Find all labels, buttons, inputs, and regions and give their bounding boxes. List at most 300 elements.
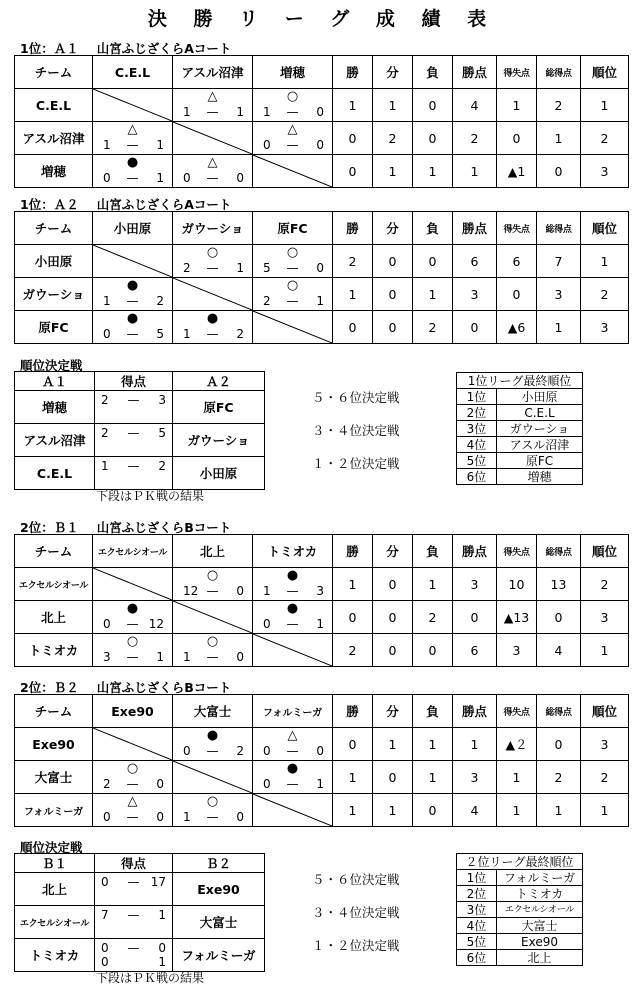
score-dash: — [127,459,140,473]
score-dash: — [127,426,140,440]
final-rank: 5位 [457,934,497,950]
stat-points: 3 [453,761,497,794]
score-dash: — [286,294,299,308]
score-right: 1 [158,908,166,922]
team-name: 小田原 [15,245,93,278]
final-row [457,421,583,437]
stat-rank: 2 [581,568,629,601]
final-row [457,405,583,421]
match-result-cell [253,601,333,634]
header-goal-diff: 得失点 [497,212,537,245]
result-symbol: ● [206,311,219,326]
final-row [457,870,583,886]
score-own: 1 [183,810,191,824]
team-name: Exe90 [15,728,93,761]
header-opponent: C.E.L [93,56,173,89]
playoff-team-right: フォルミーガ [173,939,265,972]
stat-wins: 2 [333,245,373,278]
self-match-cell [173,278,253,311]
stat-wins: 0 [333,155,373,188]
stat-goal-diff: 1 [497,89,537,122]
score-opponent: 0 [236,810,244,824]
final-row [457,950,583,966]
stat-goal-diff: ▲２ [497,728,537,761]
playoff-team-left: 増穂 [15,391,95,424]
header-losses: 負 [413,56,453,89]
self-match-cell [173,761,253,794]
self-match-cell [253,634,333,667]
score-dash: — [286,617,299,631]
playoff-score-cell [95,873,173,906]
stat-wins: 1 [333,89,373,122]
final-rank: 6位 [457,950,497,966]
match-result-cell [253,568,333,601]
stat-wins: 0 [333,311,373,344]
self-match-cell [173,122,253,155]
stat-draws: 1 [373,89,413,122]
score-dash: — [127,393,140,407]
header-row [15,535,629,568]
result-symbol: ○ [126,634,139,649]
score-left: 2 [101,393,109,407]
score-opponent: 0 [156,777,164,791]
match-result-cell [253,761,333,794]
header-row [15,695,629,728]
self-match-cell [93,568,173,601]
final-rank: 1位 [457,870,497,886]
stat-points: 1 [453,155,497,188]
final-rank: 4位 [457,918,497,934]
score-right: 2 [158,459,166,473]
score-own: 1 [103,138,111,152]
final-standings-2 [456,853,583,966]
match-result-cell [253,278,333,311]
league-label: 2位：Ｂ２ [20,680,79,695]
self-match-cell [93,245,173,278]
stat-losses: 0 [413,89,453,122]
playoff-head-score: 得点 [95,372,173,391]
score-dash: — [206,650,219,664]
stat-goals: 2 [537,761,581,794]
stat-goals: 0 [537,601,581,634]
team-row [15,568,629,601]
playoff-team-right: 原FC [173,391,265,424]
match-result-cell [93,634,173,667]
header-wins: 勝 [333,535,373,568]
team-name: エクセルシオール [15,568,93,601]
stat-wins: 2 [333,634,373,667]
playoff-score-cell [95,906,173,939]
stat-goal-diff: 1 [497,794,537,827]
header-opponent: Exe90 [93,695,173,728]
stat-goals: 4 [537,634,581,667]
stat-wins: 1 [333,278,373,311]
stat-draws: 0 [373,245,413,278]
team-name: C.E.L [15,89,93,122]
stat-goal-diff: 0 [497,278,537,311]
score-own: 0 [103,617,111,631]
header-goal-diff: 得失点 [497,56,537,89]
match-result-cell [253,728,333,761]
score-own: 0 [263,744,271,758]
result-symbol: ○ [206,634,219,649]
header-opponent: 原FC [253,212,333,245]
stat-goals: 3 [537,278,581,311]
playoff-head-right: Ａ２ [173,372,265,391]
header-draws: 分 [373,56,413,89]
final-row [457,437,583,453]
score-opponent: 1 [236,261,244,275]
playoff-row [15,906,265,939]
score-opponent: 0 [236,584,244,598]
stat-points: 0 [453,311,497,344]
score-own: 1 [183,650,191,664]
diagonal-line [173,122,252,154]
header-points: 勝点 [453,212,497,245]
final-team: エクセルシオール [497,902,583,918]
stat-goals: 0 [537,728,581,761]
stat-goal-diff: 0 [497,122,537,155]
score-own: 1 [263,105,271,119]
score-dash: — [206,810,219,824]
team-row [15,311,629,344]
playoff-row [15,873,265,906]
result-symbol: ● [286,601,299,616]
stat-draws: 2 [373,122,413,155]
score-own: 1 [103,294,111,308]
match-label-5-6: ５・６位決定戦 [312,872,400,887]
pk-score-left: 0 [101,955,109,969]
stat-rank: 1 [581,794,629,827]
stat-losses: 0 [413,794,453,827]
header-opponent: トミオカ [253,535,333,568]
league-label: 1位：Ａ２ [20,197,79,212]
diagonal-line [173,601,252,633]
score-own: 12 [183,584,199,598]
match-label-1-2: １・２位決定戦 [312,938,400,953]
stat-draws: 1 [373,794,413,827]
score-left: 2 [101,426,109,440]
header-row [15,56,629,89]
result-symbol: ● [126,155,139,170]
score-dash: — [206,744,219,758]
team-name: 原FC [15,311,93,344]
result-symbol: ○ [286,278,299,293]
stat-wins: 0 [333,122,373,155]
league-court: 山宮ふじざくらBコート [96,680,232,695]
stat-losses: 1 [413,155,453,188]
result-symbol: △ [127,794,138,809]
final-team: ガウーショ [497,421,583,437]
header-goals: 総得点 [537,56,581,89]
stat-wins: 0 [333,728,373,761]
playoff-team-left: トミオカ [15,939,95,972]
stat-draws: 0 [373,568,413,601]
stat-losses: 1 [413,761,453,794]
header-opponent: 北上 [173,535,253,568]
header-wins: 勝 [333,695,373,728]
stat-points: 4 [453,89,497,122]
result-symbol: △ [207,155,218,170]
final-row [457,469,583,485]
result-symbol: △ [127,122,138,137]
header-team: チーム [15,56,93,89]
score-dash: — [206,105,219,119]
diagonal-line [93,245,172,277]
score-opponent: 1 [236,105,244,119]
playoff-score-cell [95,391,173,424]
score-own: 0 [263,617,271,631]
result-symbol: ● [126,601,139,616]
self-match-cell [93,728,173,761]
league-table-a2 [14,211,629,344]
playoff-team-right: Exe90 [173,873,265,906]
result-symbol: △ [287,122,298,137]
header-row [15,212,629,245]
final-team: 小田原 [497,389,583,405]
match-label-1-2: １・２位決定戦 [312,456,400,471]
stat-draws: 0 [373,634,413,667]
match-result-cell [173,728,253,761]
final-row [457,389,583,405]
league-court: 山宮ふじざくらAコート [96,41,232,56]
stat-points: 2 [453,122,497,155]
stat-wins: 1 [333,761,373,794]
score-own: 0 [183,171,191,185]
league-table-a1 [14,55,629,188]
league-court: 山宮ふじざくらAコート [96,197,232,212]
header-rank: 順位 [581,56,629,89]
header-rank: 順位 [581,212,629,245]
result-symbol: ● [126,278,139,293]
result-symbol: ○ [206,568,219,583]
score-opponent: 1 [316,777,324,791]
stat-points: 3 [453,278,497,311]
result-symbol: ○ [206,245,219,260]
final-row [457,934,583,950]
playoff-header-row [15,854,265,873]
final-team: Exe90 [497,934,583,950]
score-dash: — [126,650,139,664]
stat-wins: 0 [333,601,373,634]
match-result-cell [93,155,173,188]
league-table-b1 [14,534,629,667]
playoff-team-left: 北上 [15,873,95,906]
playoff-head-right: Ｂ２ [173,854,265,873]
score-dash: — [126,294,139,308]
score-dash: — [286,261,299,275]
match-result-cell [93,601,173,634]
score-right: 17 [150,875,166,889]
stat-goal-diff: 1 [497,761,537,794]
score-opponent: 2 [156,294,164,308]
score-dash: — [286,744,299,758]
result-symbol: ○ [286,245,299,260]
score-dash: — [126,171,139,185]
playoff-row [15,391,265,424]
final-header-row [457,373,583,389]
score-own: 1 [183,105,191,119]
stat-rank: 2 [581,122,629,155]
score-opponent: 0 [316,105,324,119]
match-result-cell [253,122,333,155]
score-opponent: 0 [316,744,324,758]
score-own: 3 [103,650,111,664]
score-dash: — [206,327,219,341]
league-label: 2位：Ｂ１ [20,520,79,535]
header-points: 勝点 [453,56,497,89]
final-team: アスル沼津 [497,437,583,453]
score-own: 0 [263,777,271,791]
header-team: チーム [15,212,93,245]
match-result-cell [93,794,173,827]
playoff-score-cell [95,457,173,490]
match-label-3-4: ３・４位決定戦 [312,423,400,438]
score-left: 1 [101,459,109,473]
score-opponent: 5 [156,327,164,341]
stat-rank: 3 [581,728,629,761]
stat-goals: 1 [537,794,581,827]
score-opponent: 3 [316,584,324,598]
final-rank: 3位 [457,421,497,437]
score-opponent: 12 [148,617,164,631]
score-left: 0 [101,941,109,955]
header-points: 勝点 [453,535,497,568]
result-symbol: ● [206,728,219,743]
league-label: 1位：Ａ１ [20,41,79,56]
score-own: 0 [263,138,271,152]
playoff-row [15,457,265,490]
score-opponent: 0 [316,138,324,152]
final-header-row [457,854,583,870]
score-own: 2 [103,777,111,791]
header-goals: 総得点 [537,535,581,568]
score-left: 7 [101,908,109,922]
match-result-cell [253,89,333,122]
stat-points: 6 [453,634,497,667]
result-symbol: △ [207,89,218,104]
final-rank: 4位 [457,437,497,453]
final-rank: 1位 [457,389,497,405]
score-own: 0 [103,327,111,341]
score-dash: — [126,810,139,824]
stat-losses: 0 [413,122,453,155]
playoff-team-right: 大富士 [173,906,265,939]
score-dash: — [127,908,140,922]
diagonal-line [253,155,332,187]
result-symbol: △ [287,728,298,743]
self-match-cell [93,89,173,122]
score-own: 2 [263,294,271,308]
stat-losses: 1 [413,728,453,761]
stat-goals: 2 [537,89,581,122]
score-opponent: 1 [156,650,164,664]
score-dash: — [126,777,139,791]
score-own: 2 [183,261,191,275]
stat-rank: 1 [581,89,629,122]
score-dash: — [286,584,299,598]
header-opponent: フォルミーガ [253,695,333,728]
stat-losses: 2 [413,601,453,634]
score-opponent: 0 [236,171,244,185]
header-losses: 負 [413,535,453,568]
team-name: ガウーショ [15,278,93,311]
stat-points: 6 [453,245,497,278]
score-dash: — [126,327,139,341]
playoff-row [15,939,265,972]
playoff-score-cell [95,939,173,972]
header-wins: 勝 [333,212,373,245]
stat-goal-diff: ▲1 [497,155,537,188]
header-draws: 分 [373,535,413,568]
header-goal-diff: 得失点 [497,695,537,728]
self-match-cell [253,155,333,188]
match-result-cell [253,245,333,278]
stat-draws: 1 [373,728,413,761]
score-own: 1 [263,584,271,598]
score-opponent: 1 [156,171,164,185]
header-goal-diff: 得失点 [497,535,537,568]
stat-goal-diff: 3 [497,634,537,667]
stat-draws: 0 [373,311,413,344]
stat-goal-diff: ▲13 [497,601,537,634]
diagonal-line [253,794,332,826]
playoff-header-row [15,372,265,391]
match-result-cell [93,761,173,794]
score-right: 3 [158,393,166,407]
playoff-team-left: C.E.L [15,457,95,490]
header-opponent: ガウーショ [173,212,253,245]
score-opponent: 1 [156,138,164,152]
team-name: トミオカ [15,634,93,667]
stat-losses: 0 [413,245,453,278]
team-row [15,122,629,155]
score-dash: — [286,777,299,791]
match-label-5-6: ５・６位決定戦 [312,390,400,405]
header-wins: 勝 [333,56,373,89]
team-row [15,794,629,827]
final-team: トミオカ [497,886,583,902]
league-table-b2 [14,694,629,827]
result-symbol: ○ [206,794,219,809]
score-right: 5 [158,426,166,440]
stat-draws: 1 [373,155,413,188]
final-rank: 6位 [457,469,497,485]
score-dash: — [206,261,219,275]
stat-goals: 7 [537,245,581,278]
score-left: 0 [101,875,109,889]
final-standings-1 [456,372,583,485]
score-right: 0 [158,941,166,955]
stat-goals: 0 [537,155,581,188]
match-result-cell [173,311,253,344]
stat-rank: 2 [581,761,629,794]
team-row [15,245,629,278]
final-standings-title: ２位リーグ最終順位 [457,854,583,870]
result-symbol: ○ [126,761,139,776]
playoff-team-left: アスル沼津 [15,424,95,457]
team-name: フォルミーガ [15,794,93,827]
score-opponent: 2 [236,327,244,341]
team-name: 北上 [15,601,93,634]
diagonal-line [173,761,252,793]
header-draws: 分 [373,212,413,245]
header-rank: 順位 [581,535,629,568]
header-goals: 総得点 [537,695,581,728]
team-row [15,761,629,794]
header-opponent: 大富士 [173,695,253,728]
stat-points: 0 [453,601,497,634]
